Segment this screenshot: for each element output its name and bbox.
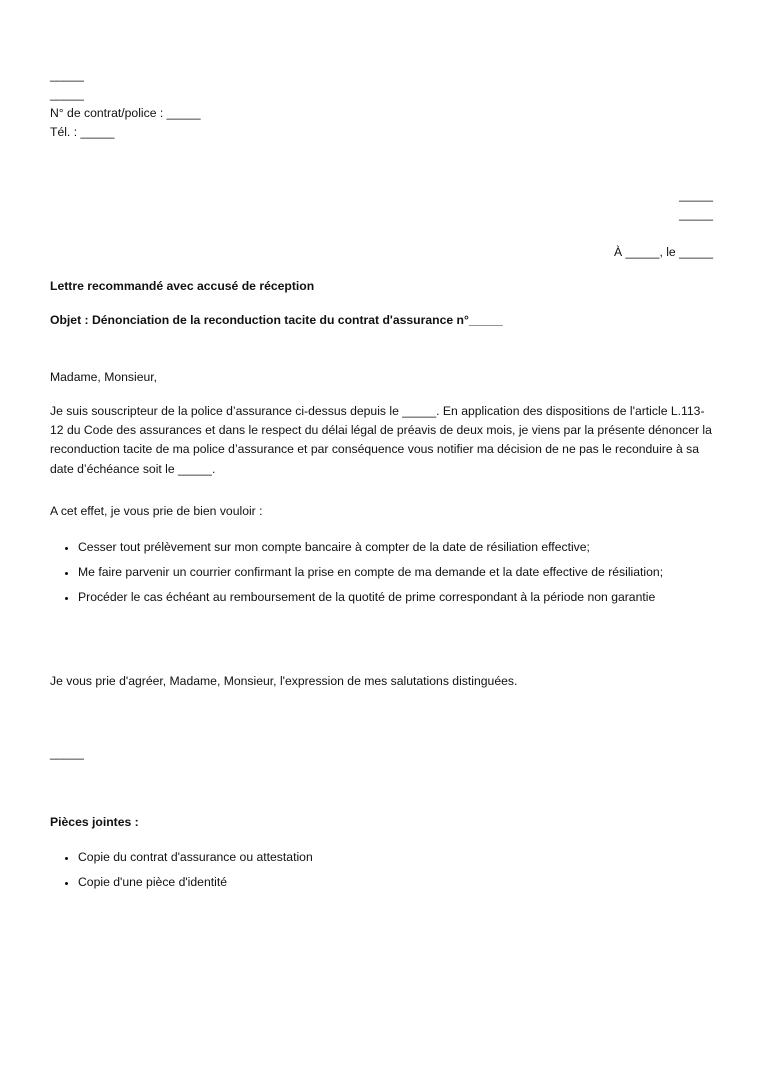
attachments-block	[50, 848, 713, 898]
request-item: • Me faire parvenir un courrier confirmant la prise en compte de ma demande et la date effective de résiliation;	[77, 563, 713, 582]
signature-block	[50, 744, 713, 763]
recipient-block	[50, 186, 713, 224]
attachments-heading: Pièces jointes :	[50, 815, 139, 829]
closing-block	[50, 672, 713, 691]
attachment-item: • Copie du contrat d'assurance ou attestation	[77, 848, 713, 867]
requests-block	[50, 538, 713, 614]
signature-blank: _____	[50, 746, 84, 760]
request-intro-block	[50, 502, 713, 521]
place-date-line	[50, 243, 713, 262]
attachments-heading-block	[50, 813, 713, 832]
sender-block	[50, 66, 713, 142]
phone-line: Tél. : _____	[50, 125, 115, 139]
request-intro: A cet effet, je vous prie de bien vouloir :	[50, 504, 263, 518]
attachment-item: • Copie d'une pièce d'identité	[77, 873, 713, 892]
sender-address-blank: _____	[50, 87, 84, 101]
contract-number-line: N° de contrat/police : _____	[50, 106, 201, 120]
closing: Je vous prie d'agréer, Madame, Monsieur, l'expression de mes salutations distinguées.	[50, 674, 518, 688]
subject-block	[50, 311, 713, 330]
request-item: • Procéder le cas échéant au remboursement de la quotité de prime correspondant à la période non garantie	[77, 588, 713, 607]
request-item: • Cesser tout prélèvement sur mon compte bancaire à compter de la date de résiliation effective;	[77, 538, 713, 557]
attachments-list	[50, 848, 713, 892]
recipient-name-blank: _____	[679, 188, 713, 202]
body-paragraph: Je suis souscripteur de la police d’assurance ci-dessus depuis le _____. En application des dispositions de l'article L.113-12 du Code des assurances et dans le respect du délai légal de préavis de deux mois, je viens par la présente dénoncer la reconduction tacite de ma police d’assurance et par conséquence vous notifier ma décision de ne pas le reconduire à sa date d’échéance soit le _____.	[50, 404, 712, 476]
subject-line: Objet : Dénonciation de la reconduction tacite du contrat d'assurance n°_____	[50, 313, 503, 327]
place-date: À _____, le _____	[614, 245, 713, 259]
body-block	[50, 374, 713, 479]
salutation: Madame, Monsieur,	[50, 370, 158, 384]
mail-type-block	[50, 277, 713, 296]
sender-name-blank: _____	[50, 68, 84, 82]
requests-list	[50, 538, 713, 608]
recipient-address-blank: _____	[679, 207, 713, 221]
mail-type: Lettre recommandé avec accusé de réception	[50, 279, 315, 293]
